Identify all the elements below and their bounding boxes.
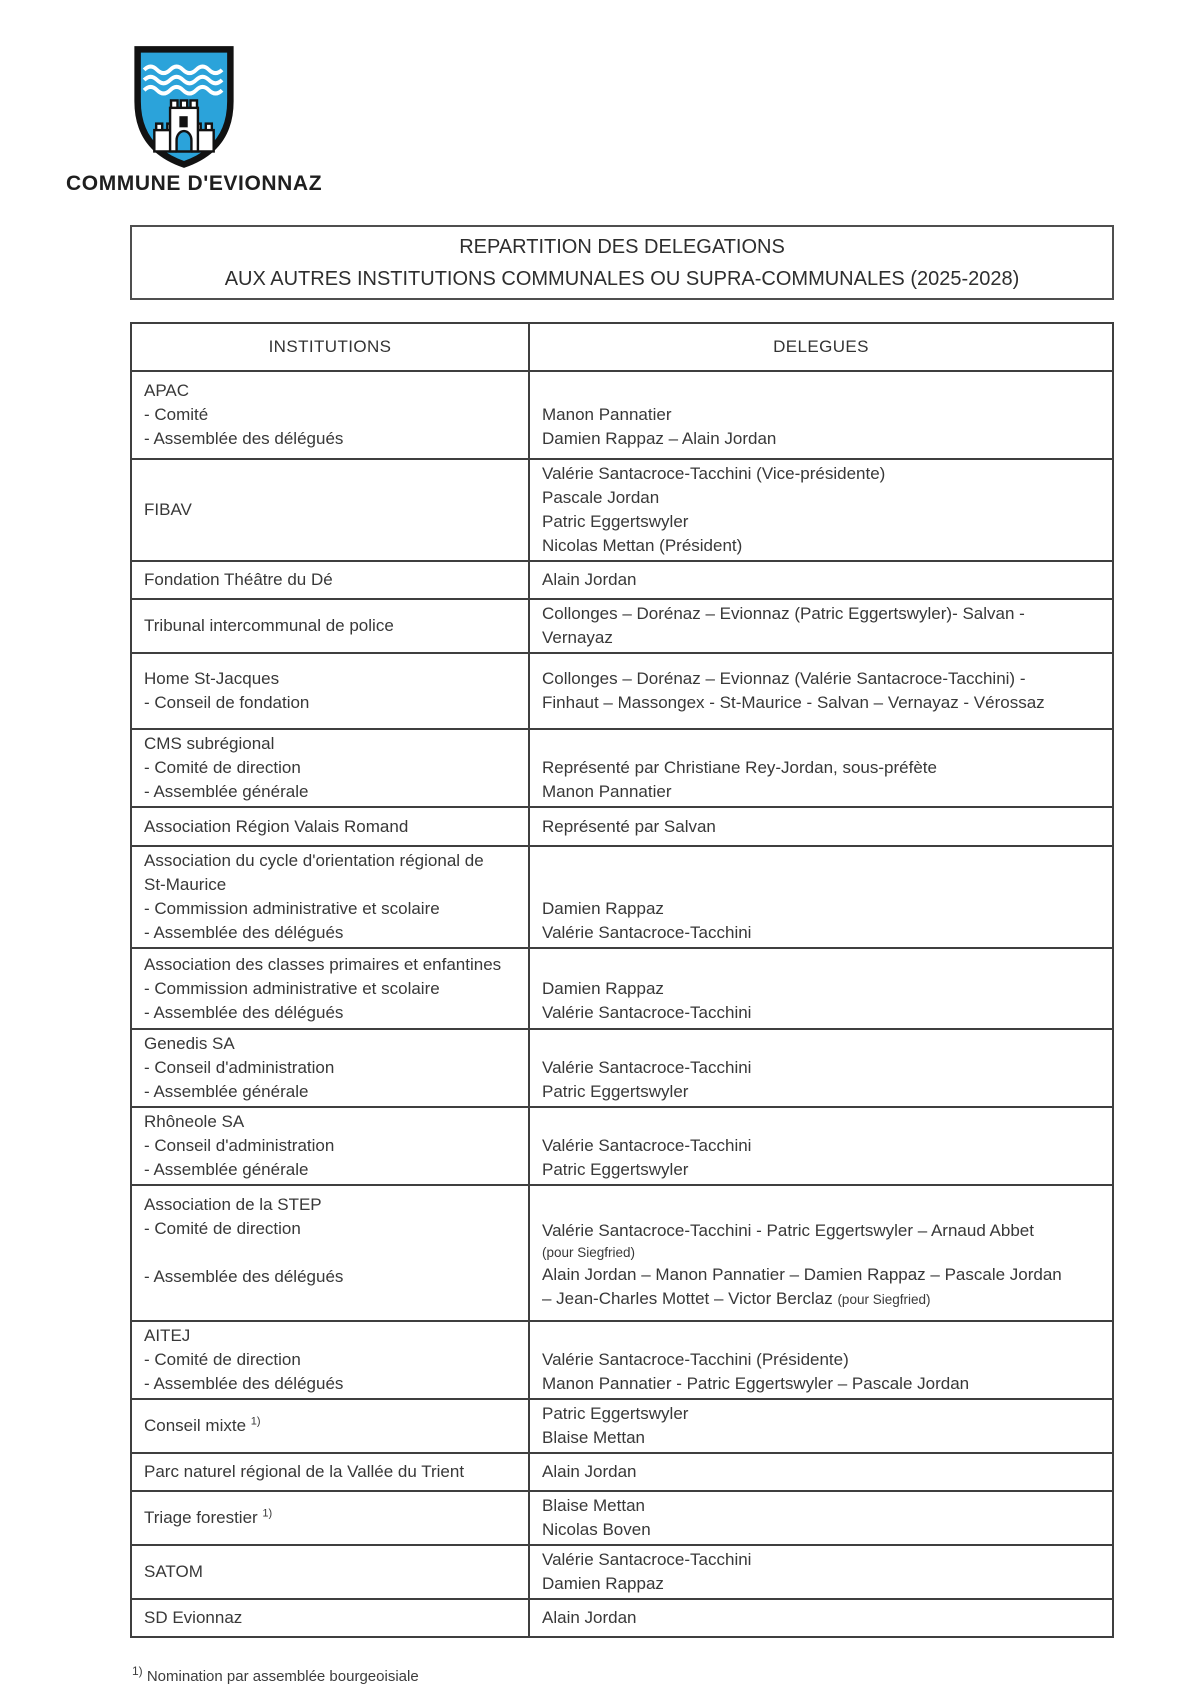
cell-line: Association des classes primaires et enfantines (144, 954, 502, 974)
cell-line: - Assemblée générale (144, 1082, 309, 1101)
commune-name: COMMUNE D'EVIONNAZ (66, 172, 323, 195)
institution-cell (132, 1600, 530, 1636)
cell-line: Alain Jordan (542, 1462, 637, 1481)
cell-line: - Assemblée des délégués (144, 1374, 344, 1393)
delegues-cell (530, 1030, 1112, 1106)
cell-line: APAC (144, 381, 190, 400)
cell-line: Home St-Jacques (144, 669, 280, 688)
cell-line: - Commission administrative et scolaire (144, 978, 440, 998)
cell-line: - Assemblée des délégués (144, 1002, 344, 1022)
cell-line: Valérie Santacroce-Tacchini - Patric Eggertswyler – Arnaud Abbet (542, 1220, 1034, 1240)
cell-line: Valérie Santacroce-Tacchini (542, 1002, 752, 1022)
cell-line: - Assemblée générale (144, 782, 309, 801)
institution-cell (132, 1108, 530, 1184)
column-header-institutions: INSTITUTIONS (132, 324, 530, 370)
institution-cell (132, 1454, 530, 1490)
cell-line: - Comité de direction (144, 758, 301, 777)
cell-line: Manon Pannatier (542, 782, 672, 801)
cell-line: Association du cycle d'orientation régional de (144, 851, 484, 870)
footnote (130, 1664, 1114, 1685)
table-row (132, 1490, 1112, 1544)
cell-line: Parc naturel régional de la Vallée du Trient (144, 1462, 465, 1481)
delegues-cell (530, 847, 1112, 947)
table-row (132, 947, 1112, 1028)
cell-line: - Commission administrative et scolaire (144, 899, 440, 918)
cell-line: Alain Jordan (542, 1608, 637, 1627)
cell-line: Blaise Mettan (542, 1496, 645, 1515)
cell-line (542, 1324, 1100, 1348)
cell-line: Manon Pannatier - Patric Eggertswyler – Pascale Jordan (542, 1374, 970, 1393)
cell-line: Valérie Santacroce-Tacchini (Présidente) (542, 1350, 849, 1369)
delegues-cell (530, 808, 1112, 845)
cell-line: Nicolas Boven (542, 1520, 651, 1539)
table-row (132, 1544, 1112, 1598)
institution-cell (132, 730, 530, 806)
table-row (132, 1398, 1112, 1452)
delegues-cell (530, 372, 1112, 458)
cell-line: Représenté par Christiane Rey-Jordan, sous-préfète (542, 758, 937, 777)
institution-cell (132, 654, 530, 728)
cell-line: – Jean-Charles Mottet – Victor Berclaz (pour Siegfried) (542, 1288, 931, 1308)
cell-line (542, 1195, 1100, 1219)
cell-line: - Assemblée générale (144, 1160, 309, 1179)
institution-cell (132, 847, 530, 947)
cell-line: Patric Eggertswyler (542, 1160, 689, 1179)
cell-line: Damien Rappaz – Alain Jordan (542, 429, 777, 448)
content-area (130, 322, 1114, 1685)
cell-line: Pascale Jordan (542, 488, 660, 507)
table-row (132, 1106, 1112, 1184)
cell-line: Valérie Santacroce-Tacchini (542, 923, 752, 942)
cell-line: Blaise Mettan (542, 1428, 645, 1447)
waves-icon (144, 67, 222, 94)
cell-line: - Conseil de fondation (144, 693, 310, 712)
cell-line (144, 1241, 516, 1265)
cell-line: - Assemblée des délégués (144, 923, 344, 942)
cell-line: Patric Eggertswyler (542, 1404, 689, 1423)
cell-line (542, 379, 1100, 403)
cell-line: Patric Eggertswyler (542, 1082, 689, 1101)
institution-cell (132, 1492, 530, 1544)
cell-line: SATOM (144, 1562, 203, 1581)
cell-line: Représenté par Salvan (542, 816, 716, 836)
delegues-cell (530, 1600, 1112, 1636)
cell-line (144, 1289, 516, 1313)
institution-cell (132, 1322, 530, 1398)
cell-line: Valérie Santacroce-Tacchini (542, 1058, 752, 1077)
cell-line (542, 732, 1100, 756)
table-row (132, 370, 1112, 458)
cell-line: Finhaut – Massongex - St-Maurice - Salvan – Vernayaz - Vérossaz (542, 693, 1045, 712)
delegues-cell (530, 654, 1112, 728)
cell-line: Association de la STEP (144, 1195, 322, 1214)
cell-line: St-Maurice (144, 875, 227, 894)
cell-line: Tribunal intercommunal de police (144, 616, 394, 635)
cell-line: Damien Rappaz (542, 899, 664, 918)
delegues-cell (530, 1454, 1112, 1490)
cell-line: Conseil mixte $^{1)}$ (144, 1415, 261, 1435)
document-title-box (130, 225, 1114, 300)
institution-cell (132, 562, 530, 598)
cell-line: - Comité de direction (144, 1219, 301, 1238)
cell-line (542, 849, 1100, 873)
table-row (132, 1452, 1112, 1490)
delegues-cell (530, 600, 1112, 652)
delegues-cell (530, 1186, 1112, 1320)
table-row (132, 806, 1112, 845)
table-row (132, 1184, 1112, 1320)
cell-line: - Comité (144, 405, 209, 424)
delegues-cell (530, 1322, 1112, 1398)
delegues-cell (530, 730, 1112, 806)
institution-cell (132, 460, 530, 560)
cell-line: FIBAV (144, 500, 192, 519)
cell-line: SD Evionnaz (144, 1608, 243, 1627)
column-header-delegues: DELEGUES (773, 337, 869, 356)
table-row (132, 845, 1112, 947)
institution-cell (132, 372, 530, 458)
delegations-table (130, 322, 1114, 1638)
cell-line: Damien Rappaz (542, 978, 664, 998)
title-line-1: REPARTITION DES DELEGATIONS (459, 235, 785, 258)
cell-line: Vernayaz (542, 628, 613, 647)
cell-line (542, 873, 1100, 897)
delegues-cell (530, 1400, 1112, 1452)
cell-line: Collonges – Dorénaz – Evionnaz (Valérie Santacroce-Tacchini) - (542, 669, 1026, 688)
cell-line: Fondation Théâtre du Dé (144, 570, 333, 589)
cell-line: Valérie Santacroce-Tacchini (542, 1136, 752, 1155)
footnote-marker: 1) (132, 1664, 143, 1678)
cell-line: Valérie Santacroce-Tacchini (542, 1550, 752, 1569)
cell-line: Association Région Valais Romand (144, 816, 409, 836)
title-line-2: AUX AUTRES INSTITUTIONS COMMUNALES OU SUPRA-COMMUNALES (2025-2028) (224, 267, 1020, 290)
institution-cell (132, 1186, 530, 1320)
cell-line: Rhôneole SA (144, 1112, 245, 1131)
footnote-text: Nomination par assemblée bourgeoisiale (146, 1668, 419, 1685)
table-row (132, 1598, 1112, 1636)
cell-line: - Comité de direction (144, 1350, 301, 1369)
delegues-cell (530, 562, 1112, 598)
cell-line: Manon Pannatier (542, 405, 672, 424)
cell-line: Damien Rappaz (542, 1574, 664, 1593)
cell-line: Alain Jordan (542, 570, 637, 589)
delegues-cell (530, 460, 1112, 560)
cell-line: CMS subrégional (144, 734, 275, 753)
cell-line: - Conseil d'administration (144, 1136, 335, 1155)
coat-of-arms-evionnaz-icon (128, 42, 240, 170)
table-row (132, 652, 1112, 728)
delegues-cell (530, 1108, 1112, 1184)
table-row (132, 728, 1112, 806)
institution-cell (132, 1030, 530, 1106)
cell-line: Triage forestier $^{1)}$ (144, 1507, 273, 1527)
cell-line: Nicolas Mettan (Président) (542, 536, 743, 555)
table-row (132, 458, 1112, 560)
cell-line: Alain Jordan – Manon Pannatier – Damien Rappaz – Pascale Jordan (542, 1264, 1062, 1284)
table-row (132, 1028, 1112, 1106)
cell-line: - Conseil d'administration (144, 1058, 335, 1077)
cell-line (542, 1110, 1100, 1134)
cell-line: Patric Eggertswyler (542, 512, 689, 531)
cell-line: Collonges – Dorénaz – Evionnaz (Patric Eggertswyler)- Salvan - (542, 604, 1025, 623)
table-row (132, 1320, 1112, 1398)
institution-cell (132, 949, 530, 1028)
cell-line (542, 1032, 1100, 1056)
cell-line: Genedis SA (144, 1034, 235, 1053)
cell-line (542, 953, 1100, 977)
table-header-row (132, 324, 1112, 370)
cell-line: - Assemblée des délégués (144, 429, 344, 448)
table-body (132, 370, 1112, 1636)
cell-line: - Assemblée des délégués (144, 1267, 344, 1286)
institution-cell (132, 808, 530, 845)
delegues-cell (530, 949, 1112, 1028)
cell-line: AITEJ (144, 1326, 191, 1345)
table-row (132, 598, 1112, 652)
institution-cell (132, 1546, 530, 1598)
delegues-cell (530, 1492, 1112, 1544)
cell-line: (pour Siegfried) (542, 1244, 636, 1260)
delegues-cell (530, 1546, 1112, 1598)
table-row (132, 560, 1112, 598)
institution-cell (132, 600, 530, 652)
cell-line: Valérie Santacroce-Tacchini (Vice-présidente) (542, 464, 886, 483)
institution-cell (132, 1400, 530, 1452)
